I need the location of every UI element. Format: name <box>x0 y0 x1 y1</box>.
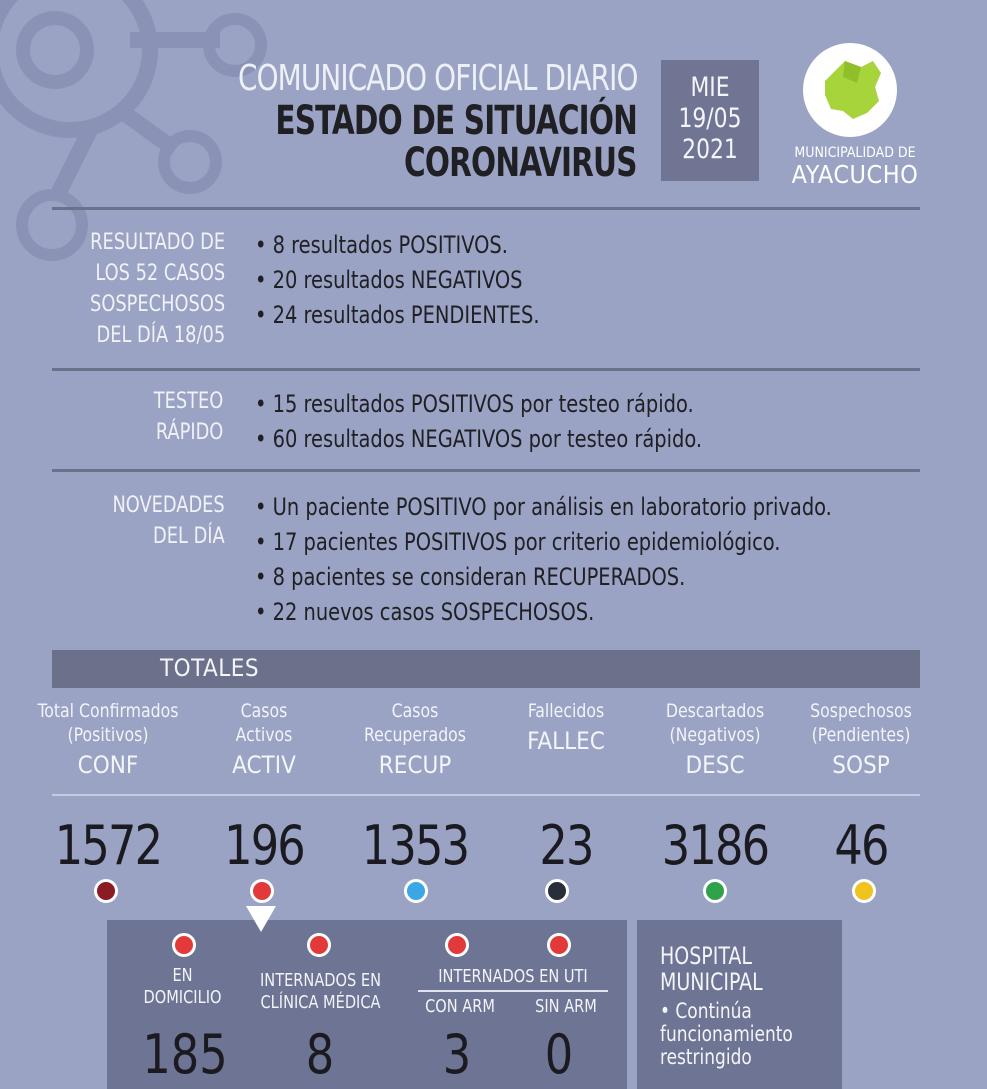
date-year: 2021 <box>682 134 738 165</box>
clinic-dot-icon <box>307 933 331 957</box>
confirmed-dot-icon <box>94 879 118 903</box>
deceased-dot-icon <box>545 879 569 903</box>
column-caption: (Positivos) <box>67 724 149 746</box>
header-title-line1: COMUNICADO OFICIAL DIARIO <box>237 58 637 99</box>
column-caption: Activos <box>235 724 293 746</box>
column-caption: Total Confirmados <box>37 700 179 722</box>
divider <box>52 368 920 371</box>
label-line: CLÍNICA MÉDICA <box>260 992 381 1013</box>
section-label-results <box>90 227 225 351</box>
results-list <box>255 228 571 333</box>
home-label <box>126 965 239 1009</box>
total-recovered <box>330 699 500 877</box>
column-caption: Casos <box>391 700 439 722</box>
column-value: 196 <box>224 814 304 877</box>
column-value: 1572 <box>54 814 162 877</box>
con-arm-label: CON ARM <box>425 996 495 1017</box>
discarded-dot-icon <box>703 879 727 903</box>
column-abbr: RECUP <box>378 751 452 779</box>
list-item: • 60 resultados NEGATIVOS por testeo rápido. <box>255 422 702 457</box>
column-abbr: FALLEC <box>527 727 605 755</box>
recovered-dot-icon <box>404 879 428 903</box>
label-line: DOMICILIO <box>143 987 222 1008</box>
label-line: INTERNADOS EN <box>260 970 381 991</box>
column-value: 23 <box>539 814 593 877</box>
totals-label: TOTALES <box>160 654 260 682</box>
section-label-line: DEL DÍA 18/05 <box>96 323 226 348</box>
hospital-note: • Continúa funcionamiento restringido <box>660 999 793 1069</box>
section-label-news <box>113 490 225 552</box>
column-value: 46 <box>834 814 888 877</box>
hospital-title <box>660 943 763 995</box>
suspected-dot-icon <box>852 879 876 903</box>
list-item: • Un paciente POSITIVO por análisis en laboratorio privado. <box>255 490 832 525</box>
column-abbr: DESC <box>685 751 745 779</box>
divider <box>52 207 920 210</box>
label-line: EN <box>172 965 193 986</box>
section-label-line: TESTEO <box>153 389 223 414</box>
section-label-line: NOVEDADES <box>112 493 225 518</box>
clinic-label <box>255 970 386 1014</box>
list-item: • 15 resultados POSITIVOS por testeo rápido. <box>255 387 702 422</box>
column-caption: (Pendientes) <box>811 724 911 746</box>
date-day: MIE <box>690 72 730 103</box>
column-value: 3186 <box>661 814 769 877</box>
list-item: • 8 pacientes se consideran RECUPERADOS. <box>255 560 832 595</box>
section-label-line: DEL DÍA <box>153 524 225 549</box>
column-caption: Recuperados <box>363 724 467 746</box>
list-item: • 8 resultados POSITIVOS. <box>255 228 540 263</box>
con-arm-value: 3 <box>442 1023 472 1086</box>
uti-arm-dot-icon <box>445 933 469 957</box>
header-title-line2: ESTADO DE SITUACIÓN <box>275 98 637 144</box>
pointer-arrow-icon <box>246 906 276 932</box>
section-label-line: RESULTADO DE <box>89 230 225 255</box>
home-dot-icon <box>172 933 196 957</box>
total-discarded <box>630 699 800 877</box>
column-caption: (Negativos) <box>669 724 761 746</box>
total-active <box>179 699 349 877</box>
active-dot-icon <box>250 879 274 903</box>
divider <box>52 794 920 796</box>
section-label-rapid-test <box>153 386 223 448</box>
news-list <box>255 490 896 630</box>
clinic-value: 8 <box>305 1023 335 1086</box>
divider <box>52 469 920 472</box>
uti-no-arm-dot-icon <box>547 933 571 957</box>
total-confirmed <box>23 699 193 877</box>
column-caption: Sospechosos <box>810 700 912 722</box>
home-value: 185 <box>142 1023 228 1086</box>
list-item: • 22 nuevos casos SOSPECHOSOS. <box>255 595 832 630</box>
logo-text-line1: MUNICIPALIDAD DE <box>794 145 916 161</box>
column-value: 1353 <box>361 814 469 877</box>
column-abbr: SOSP <box>832 751 890 779</box>
section-label-line: RÁPIDO <box>155 420 223 445</box>
column-caption: Fallecidos <box>527 700 605 722</box>
municipality-logo <box>803 43 897 137</box>
list-item: • 24 resultados PENDIENTES. <box>255 298 540 333</box>
sin-arm-label: SIN ARM <box>535 996 597 1017</box>
header-title-line3: CORONAVIRUS <box>404 140 637 186</box>
logo-text-line2: AYACUCHO <box>791 160 919 189</box>
date-day-month: 19/05 <box>678 103 742 134</box>
section-label-line: SOSPECHOSOS <box>89 292 225 317</box>
column-caption: Casos <box>240 700 288 722</box>
date-box <box>661 60 759 181</box>
rapid-test-list <box>255 387 752 457</box>
divider <box>418 990 608 992</box>
list-item: • 17 pacientes POSITIVOS por criterio epidemiológico. <box>255 525 832 560</box>
uti-label: INTERNADOS EN UTI <box>438 966 588 987</box>
total-suspected <box>776 699 946 877</box>
column-abbr: CONF <box>77 751 139 779</box>
column-abbr: ACTIV <box>232 751 296 779</box>
title-line: MUNICIPAL <box>660 968 763 996</box>
total-deceased <box>481 699 651 877</box>
ayacucho-map-icon <box>803 43 897 137</box>
title-line: HOSPITAL <box>660 942 752 970</box>
sin-arm-value: 0 <box>544 1023 574 1086</box>
section-label-line: LOS 52 CASOS <box>95 261 225 286</box>
list-item: • 20 resultados NEGATIVOS <box>255 263 540 298</box>
column-caption: Descartados <box>665 700 765 722</box>
